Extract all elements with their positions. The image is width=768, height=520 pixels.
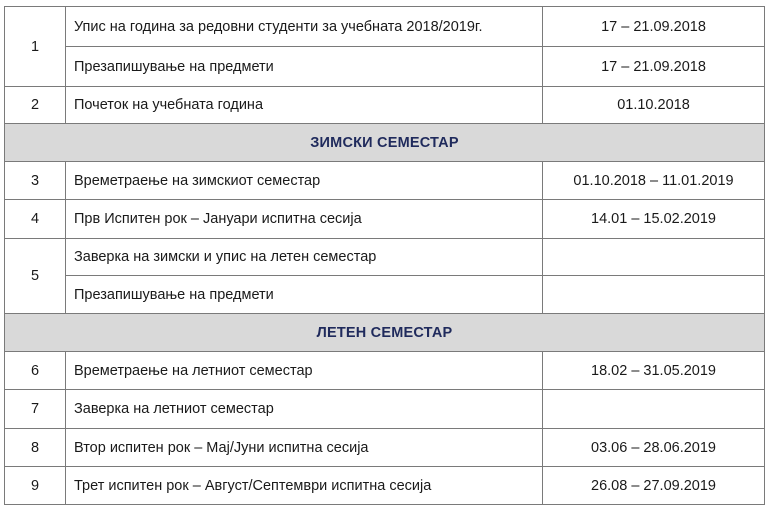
row-number: 6 <box>5 352 66 390</box>
row-description: Трет испитен рок – Август/Септември испитна сесија <box>66 467 543 505</box>
row-date: 01.10.2018 <box>543 87 765 124</box>
row-date <box>543 239 765 276</box>
summer-semester-header: ЛЕТЕН СЕМЕСТАР <box>5 314 765 352</box>
row-number: 3 <box>5 162 66 200</box>
table-row <box>5 200 765 239</box>
table-row <box>5 352 765 390</box>
row-description: Почеток на учебната година <box>66 87 543 124</box>
table-row <box>5 429 765 467</box>
row-number: 1 <box>5 7 66 87</box>
row-number: 5 <box>5 239 66 314</box>
table-row <box>5 390 765 429</box>
row-description: Втор испитен рок – Мај/Јуни испитна сесија <box>66 429 543 467</box>
row-number: 7 <box>5 390 66 429</box>
table-row <box>5 87 765 124</box>
row-description: Упис на година за редовни студенти за учебната 2018/2019г. <box>66 7 543 47</box>
row-description: Презапишување на предмети <box>66 276 543 314</box>
row-number: 2 <box>5 87 66 124</box>
winter-semester-header: ЗИМСКИ СЕМЕСТАР <box>5 124 765 162</box>
table-row <box>5 239 765 276</box>
table-row <box>5 467 765 505</box>
row-date: 26.08 – 27.09.2019 <box>543 467 765 505</box>
table-row <box>5 47 765 87</box>
row-number: 4 <box>5 200 66 239</box>
row-date: 14.01 – 15.02.2019 <box>543 200 765 239</box>
row-date <box>543 276 765 314</box>
table-row <box>5 162 765 200</box>
row-description: Времетраење на зимскиот семестар <box>66 162 543 200</box>
row-description: Презапишување на предмети <box>66 47 543 87</box>
row-description: Заверка на зимски и упис на летен семестар <box>66 239 543 276</box>
row-date: 17 – 21.09.2018 <box>543 47 765 87</box>
section-header-row <box>5 124 765 162</box>
row-description: Прв Испитен рок – Јануари испитна сесија <box>66 200 543 239</box>
table-row <box>5 7 765 47</box>
row-date <box>543 390 765 429</box>
row-date: 18.02 – 31.05.2019 <box>543 352 765 390</box>
table-row <box>5 276 765 314</box>
row-description: Времетраење на летниот семестар <box>66 352 543 390</box>
row-date: 03.06 – 28.06.2019 <box>543 429 765 467</box>
row-date: 17 – 21.09.2018 <box>543 7 765 47</box>
row-description: Заверка на летниот семестар <box>66 390 543 429</box>
academic-calendar-table <box>4 6 765 505</box>
row-date: 01.10.2018 – 11.01.2019 <box>543 162 765 200</box>
row-number: 8 <box>5 429 66 467</box>
row-number: 9 <box>5 467 66 505</box>
section-header-row <box>5 314 765 352</box>
